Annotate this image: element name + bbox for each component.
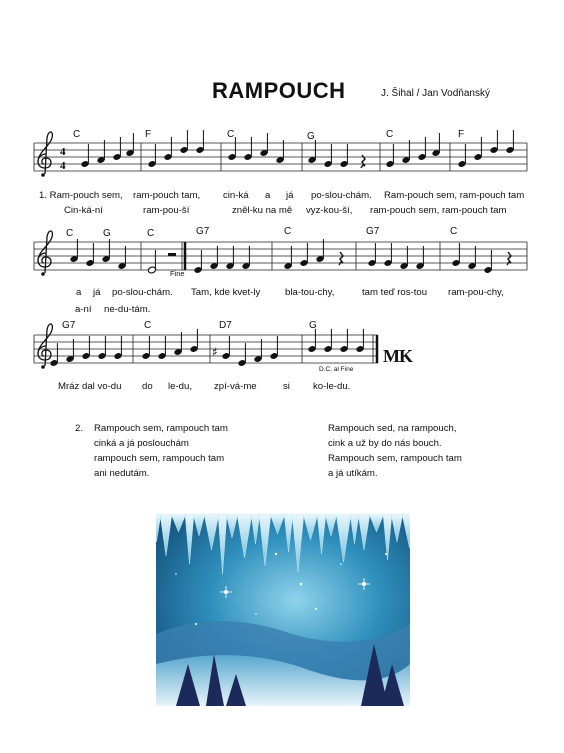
verse-line: a já utíkám. [328, 468, 378, 479]
lyric-syllable: ko-le-du. [313, 381, 351, 392]
lyric-syllable: já [93, 287, 101, 298]
verse-line: Rampouch sem, rampouch tam [94, 423, 228, 434]
treble-clef-icon [38, 132, 52, 177]
lyric-syllable: Mráz dal vo-du [58, 381, 122, 392]
lyric-syllable: si [283, 381, 290, 392]
lyric-syllable: a [265, 190, 271, 201]
chord-symbol: F [145, 129, 152, 140]
chord-symbol: C [284, 226, 292, 237]
winter-illustration [156, 514, 410, 706]
verse-line: Rampouch sed, na rampouch, [328, 423, 457, 434]
verse-line: Rampouch sem, rampouch tam [328, 453, 462, 464]
chord-symbol: C [144, 320, 152, 331]
lyric-syllable: vyz-kou-ší, [306, 205, 353, 216]
treble-clef-icon [38, 324, 52, 369]
notes-system-2 [69, 239, 511, 274]
lyric-syllable: já [286, 190, 294, 201]
fine-marking: Fine [170, 269, 185, 278]
chord-symbol: C [450, 226, 458, 237]
lyric-syllable: zpí-vá-me [214, 381, 257, 392]
lyric-syllable: do [142, 381, 153, 392]
lyric-syllable: Cin-ká-ní [64, 205, 103, 216]
verse-line: cinká a já poslouchám [94, 438, 189, 449]
lyric-syllable: Ram-pouch sem, ram-pouch tam [384, 190, 525, 201]
song-authors: J. Šihal / Jan Vodňanský [381, 88, 490, 99]
lyric-syllable: zněl-ku na mě [232, 205, 293, 216]
song-title: RAMPOUCH [212, 78, 346, 103]
sharp-sign: ♯ [212, 345, 218, 359]
lyric-syllable: bla-tou-chy, [285, 287, 335, 298]
verse-line: rampouch sem, rampouch tam [94, 453, 225, 464]
chord-symbol: G [307, 131, 315, 142]
chord-symbol: C [66, 228, 74, 239]
chord-symbol: C [227, 129, 235, 140]
chord-symbol: C [147, 228, 155, 239]
lyric-syllable: ram-pouch sem, ram-pouch tam [370, 205, 507, 216]
lyric-syllable: cin-ká [223, 190, 249, 201]
lyric-syllable: le-du, [168, 381, 192, 392]
chord-symbol: G7 [62, 320, 76, 331]
chord-symbol: C [386, 129, 394, 140]
lyric-syllable: a-ní [75, 304, 92, 315]
verse-column-2 [328, 421, 462, 481]
verse-number: 2. [75, 423, 84, 434]
lyric-syllable: a [76, 287, 82, 298]
half-rest [168, 253, 176, 256]
treble-clef-icon [38, 231, 52, 276]
lyric-syllable: Tam, kde kvet-ly [191, 287, 261, 298]
verse-column-1 [94, 421, 228, 481]
chord-symbol: G [309, 320, 317, 331]
lyric-syllable: ram-pouch tam, [133, 190, 201, 201]
chord-symbol: G7 [196, 226, 210, 237]
staff-system-1 [34, 130, 527, 177]
chord-symbol: G [103, 228, 111, 239]
verse-line: ani nedutám. [94, 468, 150, 479]
time-sig-bottom: 4 [60, 160, 66, 172]
lyric-syllable: ne-du-tám. [104, 304, 151, 315]
staff-system-3 [34, 324, 378, 369]
lyric-syllable: po-slou-chám. [311, 190, 372, 201]
verse-line: cink a už by do nás bouch. [328, 438, 442, 449]
chord-symbol: C [73, 129, 81, 140]
time-sig-top: 4 [60, 146, 66, 158]
lyric-syllable: ram-pou-ší [143, 205, 190, 216]
lyric-syllable: ram-pou-chy, [448, 287, 504, 298]
quarter-rest [507, 252, 511, 265]
lyric-syllable: 1. Ram-pouch sem, [39, 190, 123, 201]
mk-signature: MK [383, 346, 412, 366]
chord-symbol: D7 [219, 320, 232, 331]
lyric-syllable: po-slou-chám. [112, 287, 173, 298]
quarter-rest [339, 252, 343, 265]
dc-al-fine-marking: D.C. al Fine [319, 366, 354, 373]
chord-symbol: G7 [366, 226, 380, 237]
chord-symbol: F [458, 129, 465, 140]
lyric-syllable: tam teď ros-tou [362, 287, 428, 298]
